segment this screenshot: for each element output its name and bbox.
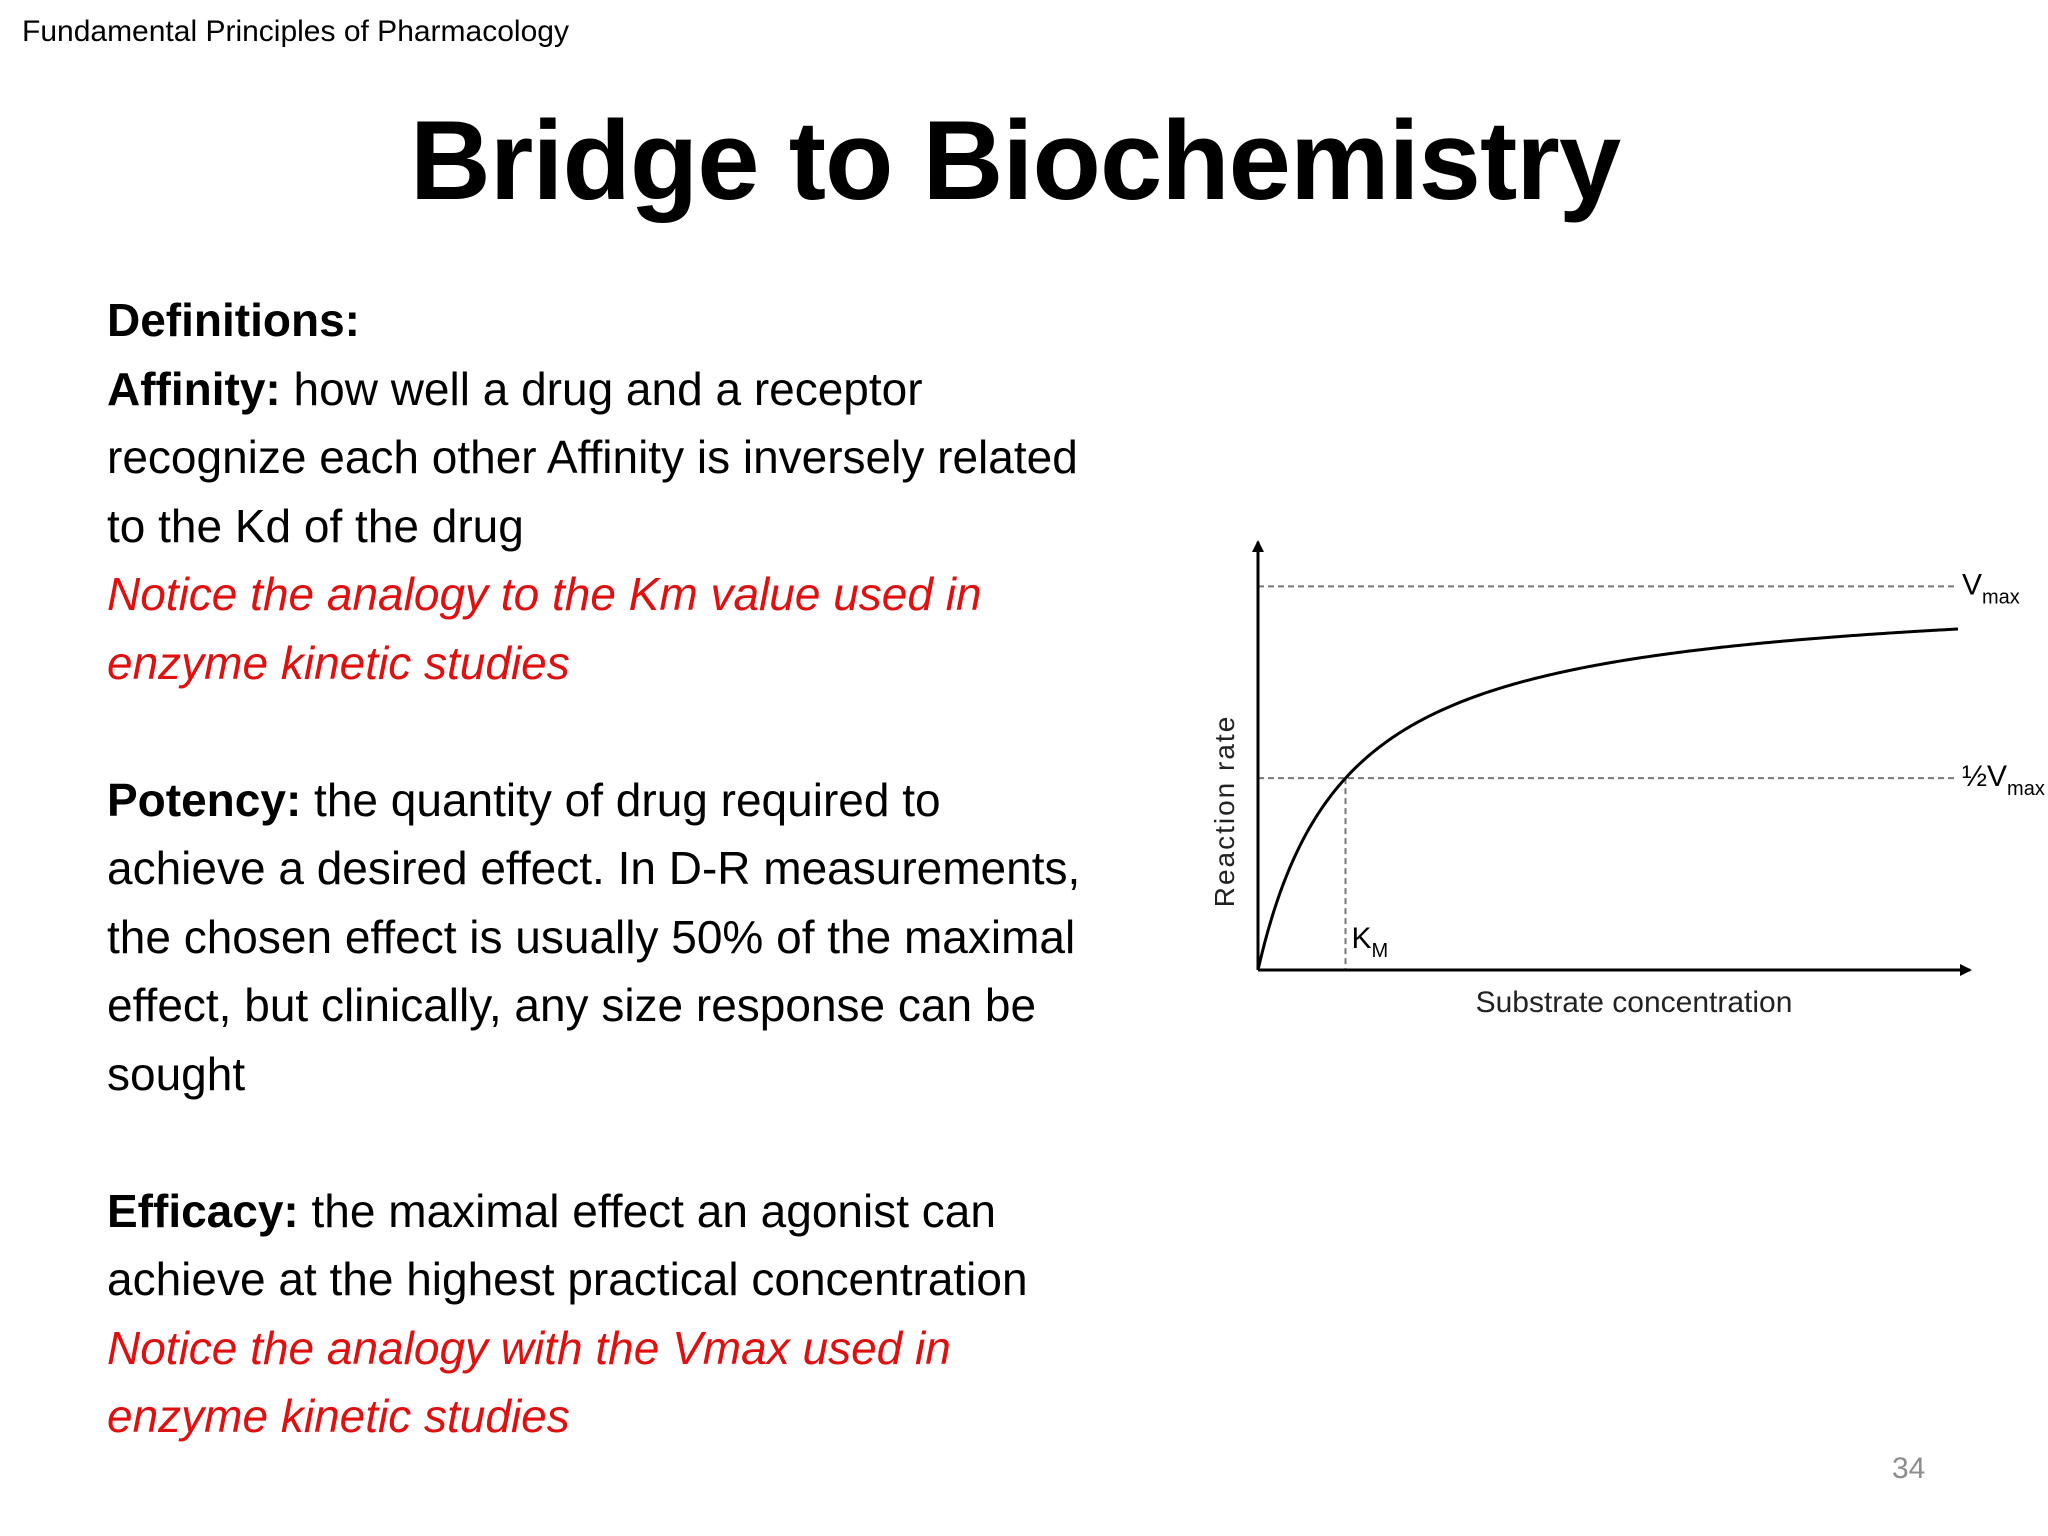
km-label-sub: M (1371, 940, 1389, 962)
definitions-text (107, 286, 1237, 1451)
km-label-main: K (1351, 922, 1372, 955)
efficacy-text-line1: the maximal effect an agonist can (298, 1184, 996, 1237)
potency-text-line2: achieve a desired effect. In D-R measurements, (107, 842, 1081, 894)
y-axis-label: Reaction rate (1209, 714, 1240, 908)
rate-curve (1258, 629, 1958, 970)
affinity-text-line1: how well a drug and a receptor (280, 362, 923, 415)
potency-text-line5: sought (107, 1047, 246, 1100)
efficacy-definition (107, 1177, 1237, 1246)
potency-text-line4: effect, but clinically, any size response can be (107, 979, 1037, 1031)
efficacy-note-line2: enzyme kinetic studies (107, 1390, 570, 1442)
potency-term: Potency: (107, 773, 302, 826)
half-vmax-label-main: ½V (1962, 760, 2008, 794)
spacer (107, 1108, 1237, 1177)
km-label (1352, 922, 1389, 962)
affinity-text-line2: recognize each other Affinity is inversely related (107, 431, 1078, 483)
spacer (107, 697, 1237, 766)
potency-text-line1: the quantity of drug required to (301, 773, 941, 826)
slide-title: Bridge to Biochemistry (409, 98, 1621, 223)
efficacy-note-line1: Notice the analogy with the Vmax used in (107, 1321, 951, 1374)
potency-definition (107, 766, 1237, 835)
x-axis-label: Substrate concentration (1475, 986, 1793, 1019)
half-vmax-label (1962, 760, 2045, 800)
michaelis-menten-chart (1200, 530, 2048, 1030)
vmax-label (1962, 568, 2020, 608)
half-vmax-label-sub: max (2007, 778, 2045, 801)
definitions-heading: Definitions: (107, 294, 360, 346)
efficacy-text-line2: achieve at the highest practical concentration (107, 1253, 1028, 1305)
affinity-note-line2: enzyme kinetic studies (107, 636, 570, 689)
potency-text-line3: the chosen effect is usually 50% of the maximal (107, 910, 1076, 963)
course-header: Fundamental Principles of Pharmacology (22, 15, 569, 48)
affinity-definition (107, 355, 1237, 424)
affinity-note-line1: Notice the analogy to the Km value used in (107, 568, 982, 620)
affinity-text-line3: to the Kd of the drug (107, 499, 524, 552)
vmax-label-main: V (1962, 568, 1983, 602)
efficacy-term: Efficacy: (107, 1184, 299, 1237)
vmax-label-sub: max (1982, 586, 2020, 609)
affinity-term: Affinity: (107, 362, 281, 415)
slide-number: 34 (1892, 1452, 1926, 1485)
